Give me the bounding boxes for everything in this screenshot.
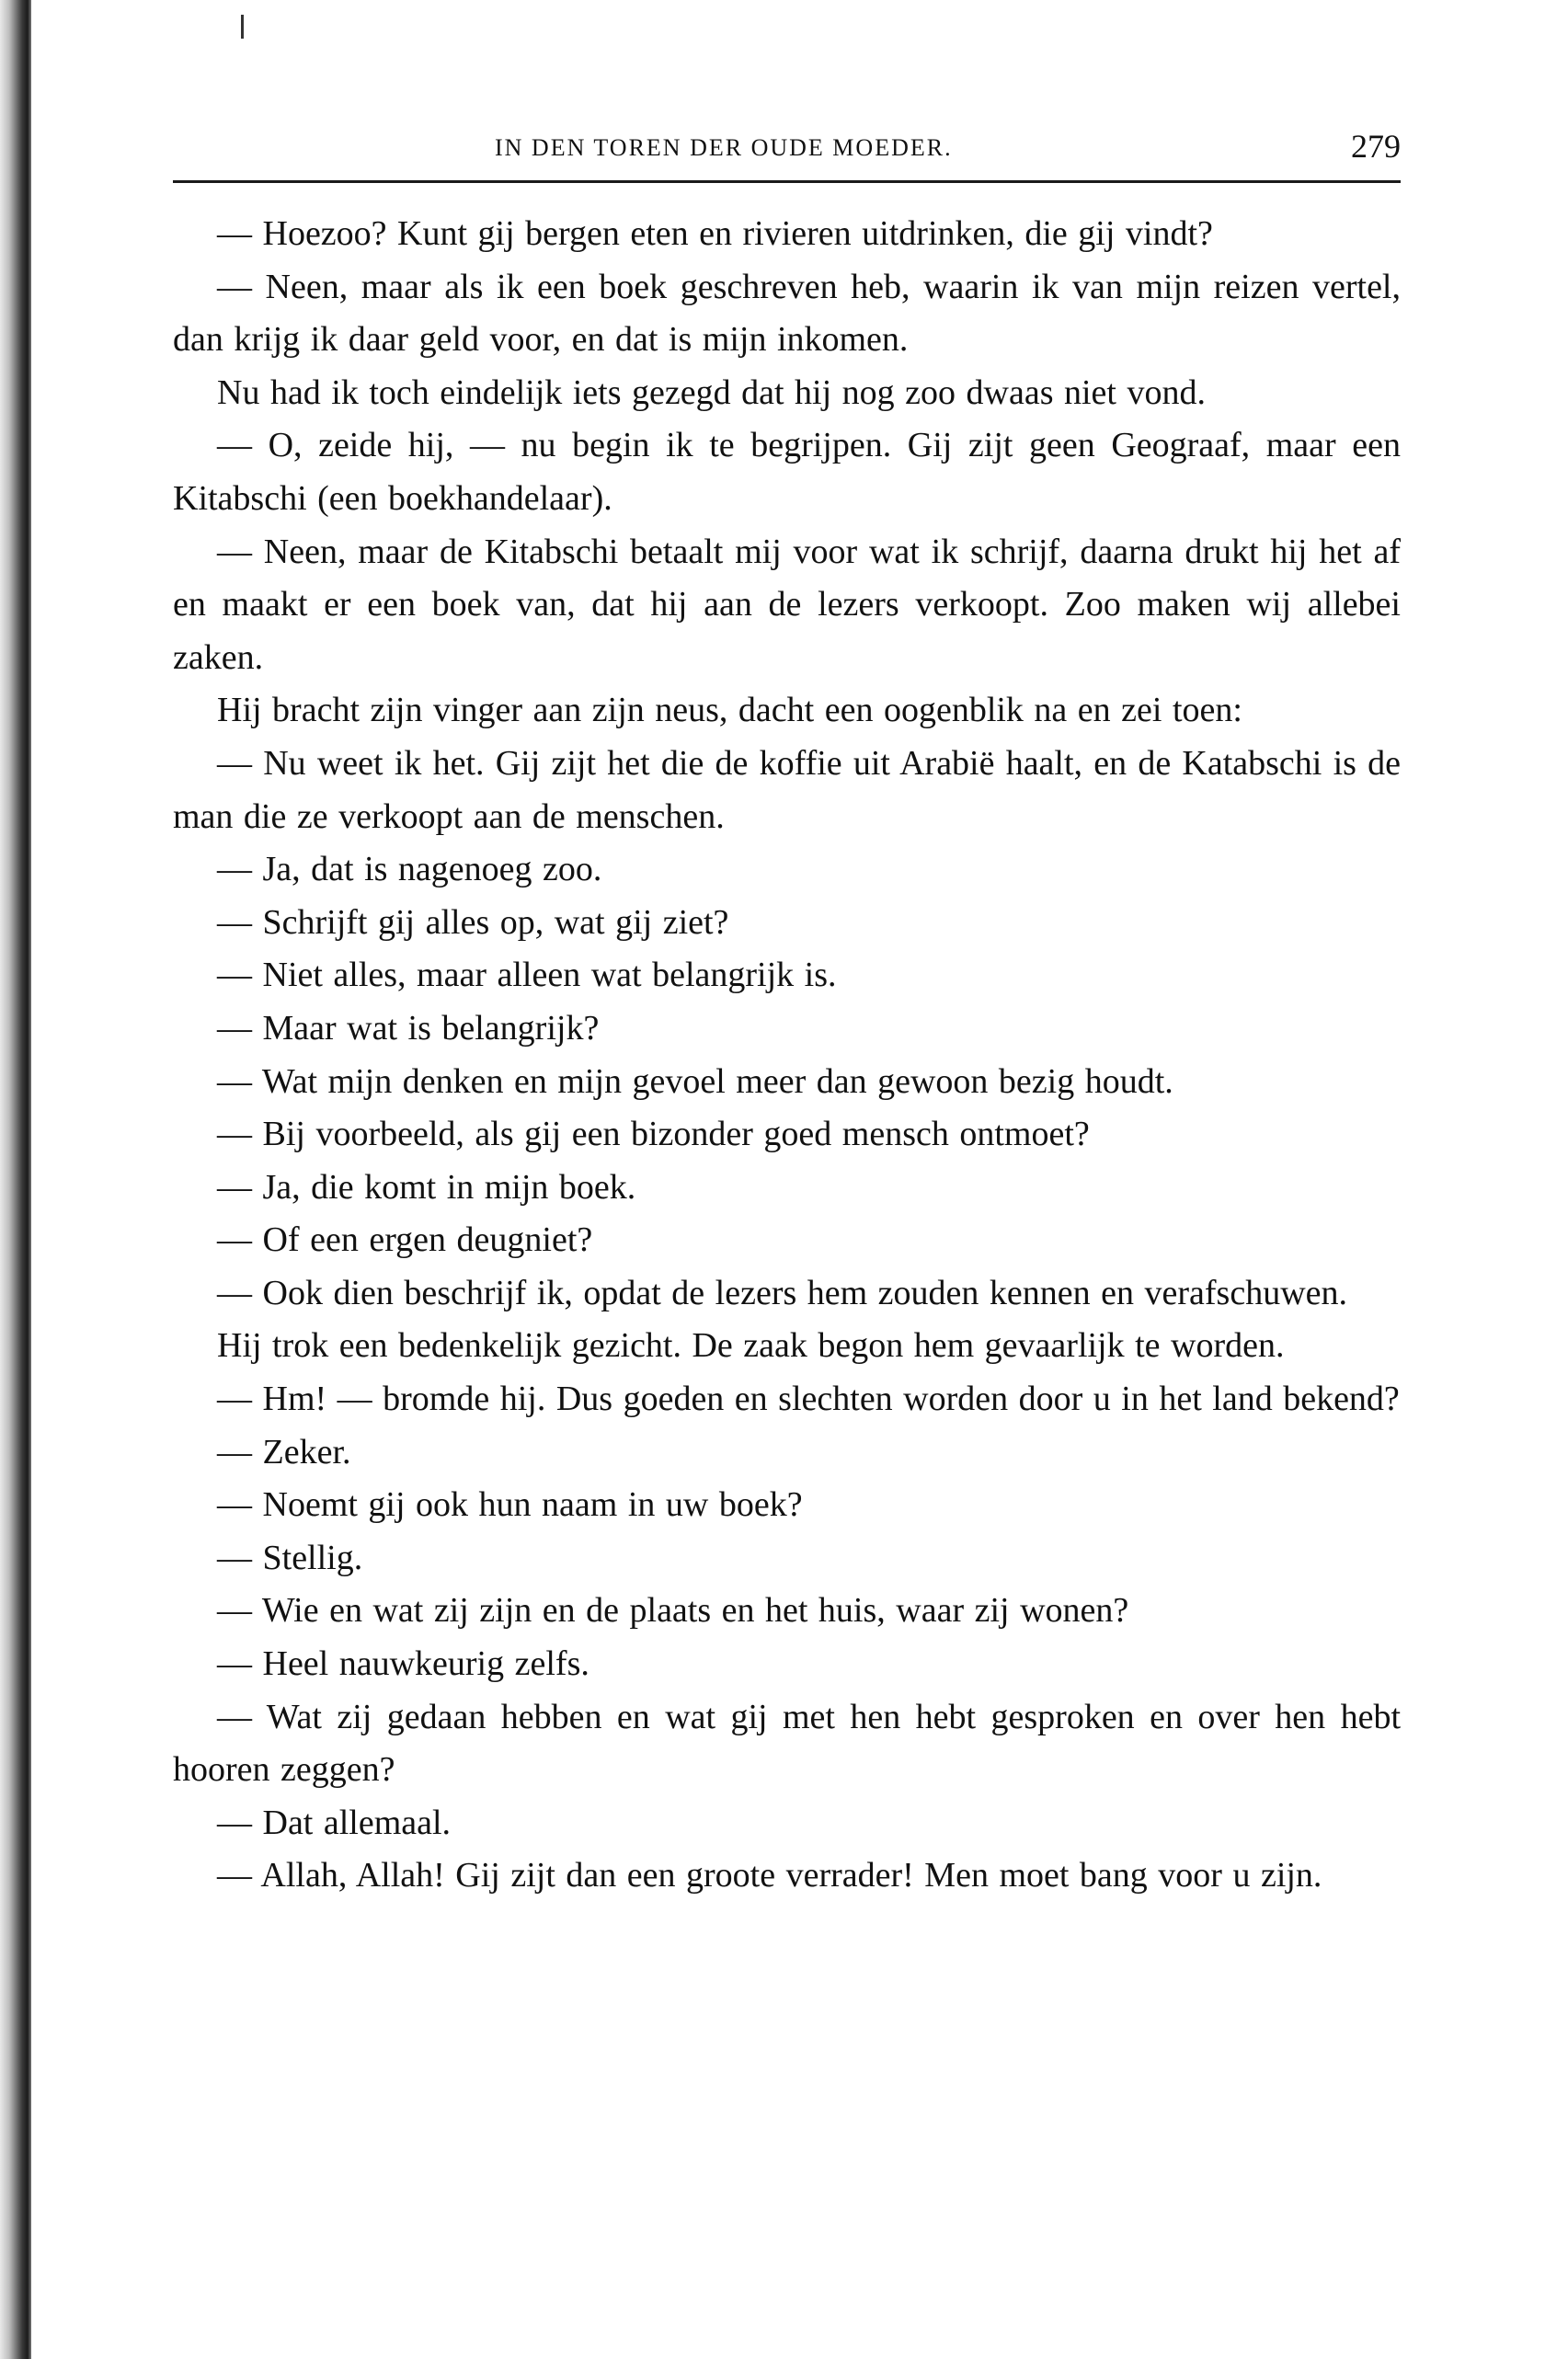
binding-edge [0, 0, 31, 2359]
header-rule [173, 180, 1401, 183]
paragraph: — Hoezoo? Kunt gij bergen eten en rivieren uitdrinken, die gij vindt? [217, 214, 1213, 253]
paragraph: Hij trok een bedenkelijk gezicht. De zaak begon hem gevaarlijk te worden. [217, 1326, 1285, 1366]
paragraph: — Wat mijn denken en mijn gevoel meer dan gewoon bezig houdt. [217, 1061, 1173, 1101]
paragraph: — Dat allemaal. [217, 1803, 452, 1842]
paragraph: — Ook dien beschrijf ik, opdat de lezers hem zouden kennen en verafschuwen. [217, 1273, 1348, 1312]
paragraph: — Nu weet ik het. Gij zijt het die de koffie uit Arabië haalt, en de Katabschi is de man die ze verkoopt aan de menschen. [173, 743, 1401, 836]
paragraph: — Heel nauwkeurig zelfs. [217, 1644, 589, 1684]
paragraph: — Of een ergen deugniet? [217, 1220, 593, 1260]
paragraph: — Stellig. [217, 1538, 363, 1577]
paragraph: — Ja, dat is nagenoeg zoo. [217, 850, 602, 889]
paragraph: — Allah, Allah! Gij zijt dan een groote verrader! Men moet bang voor u zijn. [217, 1856, 1322, 1895]
paragraph: Nu had ik toch eindelijk iets gezegd dat hij nog zoo dwaas niet vond. [217, 372, 1206, 412]
paragraph: — Noemt gij ook hun naam in uw boek? [217, 1485, 803, 1525]
page-header [173, 127, 1401, 173]
scan-speck [241, 15, 244, 39]
paragraph: — Wie en wat zij zijn en de plaats en het huis, waar zij wonen? [217, 1591, 1129, 1631]
paragraph: — Niet alles, maar alleen wat belangrijk is. [217, 956, 837, 995]
paragraph: Hij bracht zijn vinger aan zijn neus, dacht een oogenblik na en zei toen: [217, 691, 1242, 730]
paragraph: — Ja, die komt in mijn boek. [217, 1167, 636, 1207]
paragraph: — O, zeide hij, — nu begin ik te begrijpen. Gij zijt geen Geograaf, maar een Kitabschi (een boekhandelaar). [173, 426, 1401, 518]
paragraph: — Hm! — bromde hij. Dus goeden en slechten worden door u in het land bekend? [217, 1380, 1400, 1419]
paragraph: — Zeker. [217, 1432, 351, 1472]
body-text [173, 208, 1401, 1903]
paragraph: — Neen, maar als ik een boek geschreven heb, waarin ik van mijn reizen vertel, dan krijg ik daar geld voor, en dat is mijn inkomen. [173, 267, 1401, 360]
paragraph: — Maar wat is belangrijk? [217, 1008, 600, 1048]
paragraph: — Bij voorbeeld, als gij een bizonder goed mensch ontmoet? [217, 1115, 1090, 1154]
page-number: 279 [1351, 128, 1401, 165]
paragraph: — Neen, maar de Kitabschi betaalt mij voor wat ik schrijf, daarna drukt hij het af en maakt er een boek van, dat hij aan de lezers verkoopt. Zoo maken wij allebei zaken. [173, 532, 1401, 677]
running-head: IN DEN TOREN DER OUDE MOEDER. [495, 134, 953, 161]
paragraph: — Schrijft gij alles op, wat gij ziet? [217, 902, 729, 942]
paragraph: — Wat zij gedaan hebben en wat gij met hen hebt gesproken en over hen hebt hooren zeggen? [173, 1697, 1401, 1790]
